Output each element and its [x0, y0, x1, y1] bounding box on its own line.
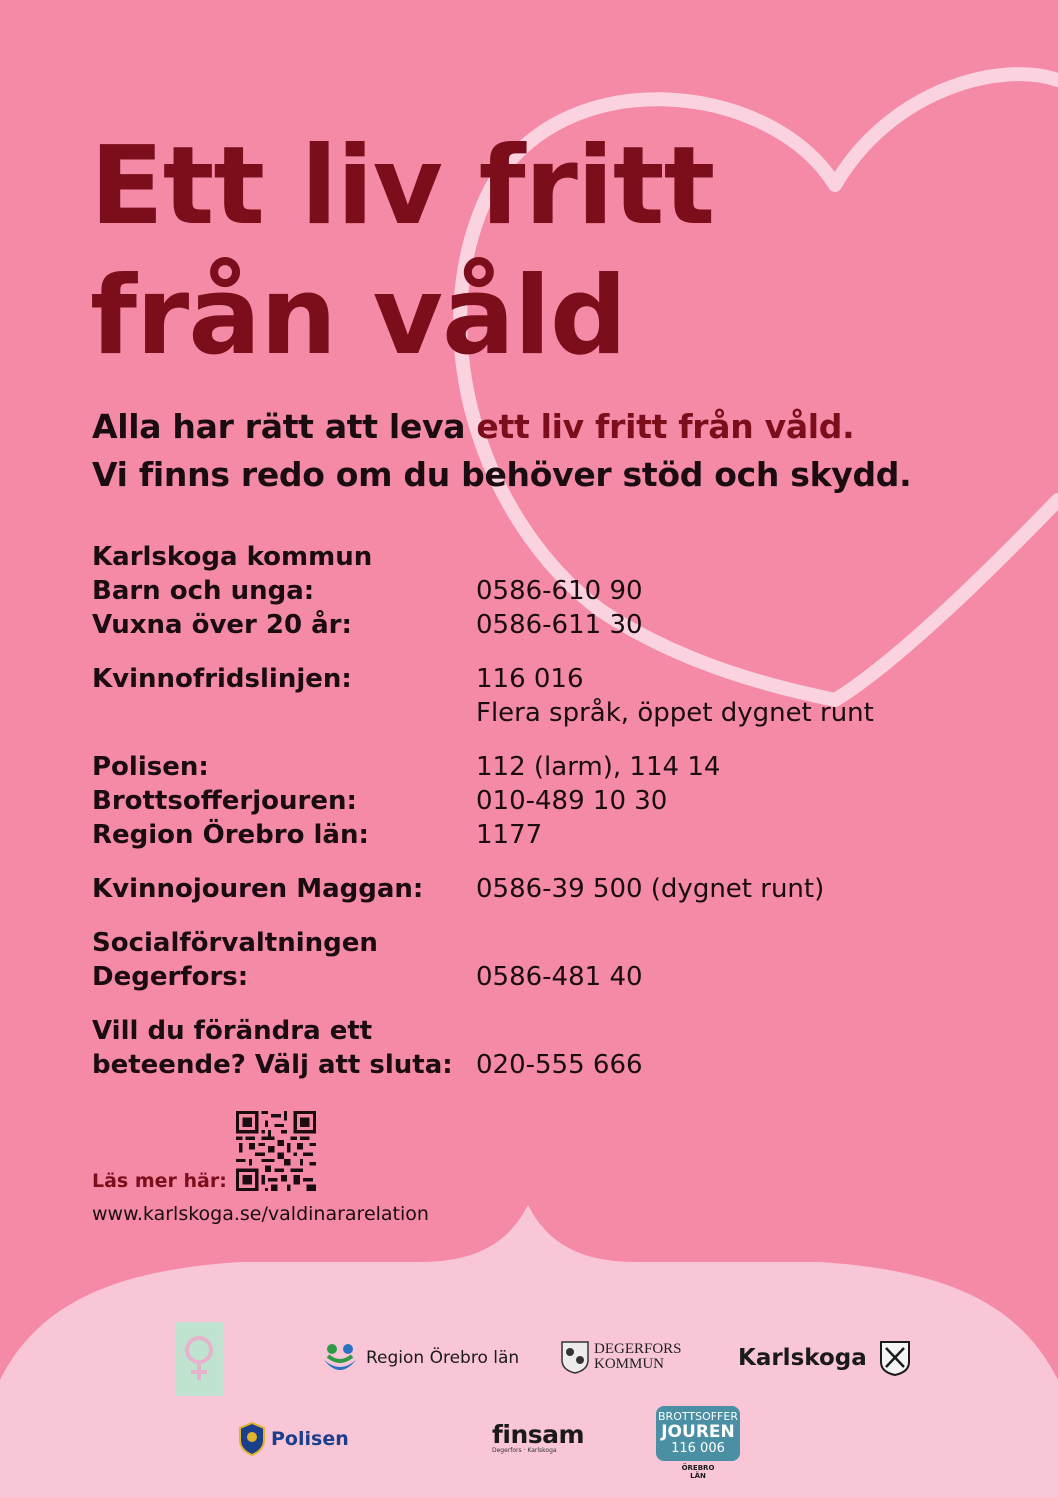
qr-label: Läs mer här:: [92, 1170, 227, 1192]
degerfors-text-line-1: DEGERFORS: [594, 1341, 682, 1357]
logo-karlskoga: [738, 1340, 911, 1376]
finsam-subtext: Degerfors · Karlskoga: [492, 1447, 557, 1454]
contact-row-kvinnofrid: [92, 662, 992, 696]
lead-line-2: Vi finns redo om du behöver stöd och skydd.: [92, 455, 912, 494]
contact-label: Degerfors:: [92, 962, 249, 992]
contact-row-karlskoga: [92, 540, 992, 574]
logo-venus: [175, 1322, 223, 1396]
contact-row-vuxna: [92, 608, 992, 642]
contact-label: Region Örebro län:: [92, 820, 369, 850]
title-line-1: Ett liv fritt: [90, 124, 715, 249]
page-title: [90, 122, 714, 382]
contact-row-brottsoffer: [92, 784, 992, 818]
polisen-text: Polisen: [271, 1428, 349, 1450]
lead-part-1: Alla har rätt att leva: [92, 407, 477, 446]
degerfors-text: [594, 1342, 682, 1372]
contact-phone: 0586-611 30: [476, 610, 643, 640]
lead-highlight: ett liv fritt från våld.: [476, 407, 855, 446]
contact-phone: 112 (larm), 114 14: [476, 752, 721, 782]
jouren-line-4: ÖREBRO: [681, 1464, 715, 1472]
qr-code-icon[interactable]: [236, 1111, 316, 1191]
jouren-line-5: LÄN: [690, 1472, 706, 1480]
karlskoga-text: Karlskoga: [738, 1345, 867, 1371]
contact-label: Kvinnofridslinjen:: [92, 664, 352, 694]
contact-label: Polisen:: [92, 752, 209, 782]
jouren-line-1: BROTTSOFFER: [658, 1410, 738, 1423]
contact-label: Kvinnojouren Maggan:: [92, 874, 424, 904]
title-line-2: från våld: [90, 254, 627, 379]
region-orebro-text: Region Örebro län: [366, 1348, 520, 1368]
jouren-line-2: JOUREN: [661, 1422, 735, 1442]
contact-row-polisen: [92, 750, 992, 784]
contact-row-kvinnofrid-note: [92, 696, 992, 730]
contact-row-sluta-1: [92, 1014, 992, 1048]
contact-phone: 0586-481 40: [476, 962, 643, 992]
contact-note: Flera språk, öppet dygnet runt: [476, 698, 874, 728]
contact-row-barn: [92, 574, 992, 608]
contact-phone: 0586-39 500 (dygnet runt): [476, 874, 825, 904]
degerfors-shield-icon: [560, 1340, 590, 1374]
degerfors-text-line-2: KOMMUN: [594, 1356, 665, 1372]
contact-label: Vuxna över 20 år:: [92, 610, 352, 640]
finsam-text: finsam: [492, 1420, 585, 1449]
logo-finsam: [492, 1420, 584, 1454]
website-link[interactable]: www.karlskoga.se/valdinararelation: [92, 1203, 429, 1225]
contact-row-social-2: [92, 960, 992, 994]
logo-degerfors: [560, 1340, 682, 1374]
logo-polisen: [238, 1422, 349, 1456]
lead-text: [92, 403, 911, 499]
venus-symbol-icon: [175, 1322, 223, 1396]
police-badge-icon: [238, 1422, 266, 1456]
contact-label: beteende? Välj att sluta:: [92, 1050, 453, 1080]
contact-phone: 010-489 10 30: [476, 786, 668, 816]
contact-label: Karlskoga kommun: [92, 542, 373, 572]
region-orebro-icon: [322, 1340, 358, 1376]
contact-phone: 020-555 666: [476, 1050, 643, 1080]
lead-line-1: [92, 403, 911, 451]
contact-label: Vill du förändra ett: [92, 1016, 373, 1046]
brottsofferjouren-badge: [656, 1406, 740, 1461]
logo-region-orebro: [322, 1340, 519, 1376]
contact-row-region: [92, 818, 992, 852]
contact-row-maggan: [92, 872, 992, 906]
contact-label: Socialförvaltningen: [92, 928, 378, 958]
contact-label-spacer: [92, 696, 476, 730]
contact-phone: 0586-610 90: [476, 576, 643, 606]
contact-phone: 116 016: [476, 664, 584, 694]
contact-label: Barn och unga:: [92, 576, 315, 606]
contact-list: [92, 540, 992, 1082]
logo-brottsofferjouren: [656, 1406, 740, 1480]
contact-row-social-1: [92, 926, 992, 960]
karlskoga-shield-icon: [879, 1340, 911, 1376]
contact-row-sluta-2: [92, 1048, 992, 1082]
contact-phone: 1177: [476, 820, 543, 850]
jouren-line-3: 116 006: [671, 1441, 725, 1456]
contact-label: Brottsofferjouren:: [92, 786, 357, 816]
